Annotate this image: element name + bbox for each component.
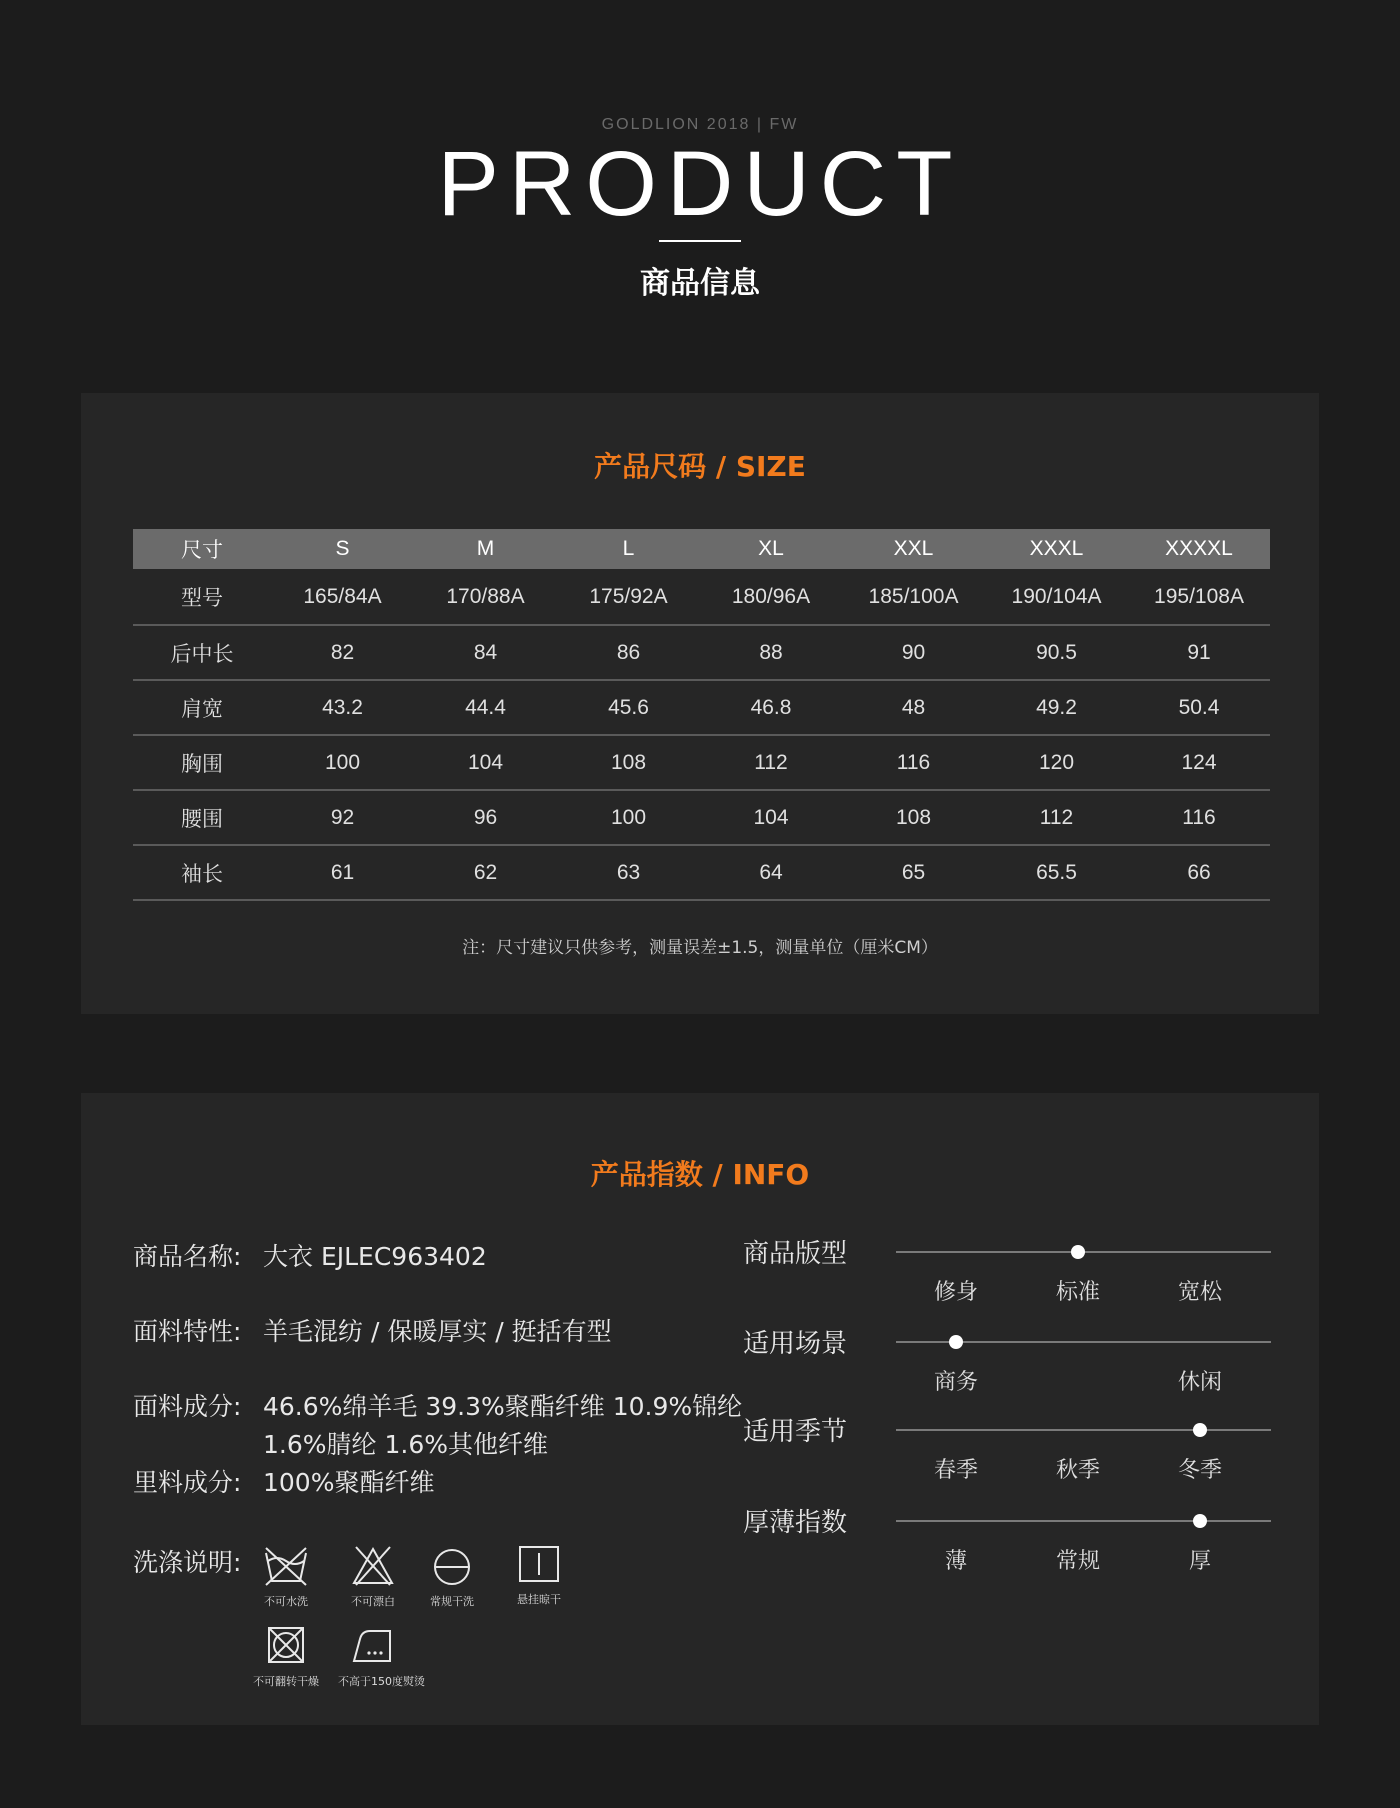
fabric-composition-value-line2: 1.6%腈纶 1.6%其他纤维 — [263, 1430, 548, 1459]
fabric-feature-row — [133, 1312, 612, 1348]
fabric-composition-label: 面料成分: — [133, 1392, 242, 1421]
column-header: M — [414, 529, 557, 569]
table-cell: 91 — [1128, 625, 1270, 680]
dry-clean-caption: 常规干洗 — [430, 1595, 474, 1608]
column-header: XXXL — [985, 529, 1128, 569]
scale-label: 适用场景 — [743, 1329, 848, 1359]
table-cell: 90.5 — [985, 625, 1128, 680]
no-tumble-dry-icon — [251, 1625, 321, 1689]
scale-label: 适用季节 — [743, 1417, 848, 1447]
table-cell: 104 — [700, 790, 842, 845]
table-cell: 120 — [985, 735, 1128, 790]
size-table — [133, 529, 1270, 901]
table-cell: 108 — [842, 790, 985, 845]
table-row — [133, 625, 1270, 680]
table-cell: 65.5 — [985, 845, 1128, 900]
scale-track — [896, 1341, 1271, 1343]
fabric-feature-value: 羊毛混纺 / 保暖厚实 / 挺括有型 — [263, 1317, 612, 1346]
row-label: 腰围 — [133, 790, 271, 845]
table-cell: 82 — [271, 625, 414, 680]
table-cell: 100 — [557, 790, 700, 845]
table-row — [133, 845, 1270, 900]
size-table-header — [133, 529, 1270, 569]
scale-option: 厚 — [1188, 1549, 1211, 1574]
lining-composition-row — [133, 1463, 434, 1499]
fabric-composition-row — [133, 1387, 743, 1459]
table-cell: 86 — [557, 625, 700, 680]
size-panel — [81, 393, 1319, 1014]
hang-dry-caption: 悬挂晾干 — [517, 1593, 561, 1606]
table-cell: 44.4 — [414, 680, 557, 735]
product-info-heading: 商品信息 — [640, 266, 760, 301]
no-bleach-caption: 不可漂白 — [351, 1595, 395, 1608]
row-label: 后中长 — [133, 625, 271, 680]
info-section-title: 产品指数 / INFO — [590, 1158, 810, 1191]
wash-instructions-label: 洗涤说明: — [133, 1548, 242, 1577]
table-cell: 112 — [985, 790, 1128, 845]
table-cell: 104 — [414, 735, 557, 790]
table-cell: 92 — [271, 790, 414, 845]
table-cell: 88 — [700, 625, 842, 680]
wash-instructions-row — [133, 1543, 263, 1579]
table-cell: 46.8 — [700, 680, 842, 735]
table-cell: 50.4 — [1128, 680, 1270, 735]
table-cell: 84 — [414, 625, 557, 680]
scale-marker — [949, 1335, 963, 1349]
scale-option: 商务 — [933, 1370, 978, 1395]
lining-composition-value: 100%聚酯纤维 — [263, 1468, 435, 1497]
scale-marker — [1193, 1514, 1207, 1528]
table-cell: 185/100A — [842, 569, 985, 625]
scale-option: 冬季 — [1177, 1458, 1222, 1483]
scale-option: 修身 — [933, 1280, 978, 1305]
column-header: XXXXL — [1128, 529, 1270, 569]
table-cell: 190/104A — [985, 569, 1128, 625]
brand-line: GOLDLION 2018 | FW — [601, 116, 799, 133]
table-cell: 116 — [1128, 790, 1270, 845]
table-cell: 124 — [1128, 735, 1270, 790]
no-tumble-dry-caption: 不可翻转干燥 — [253, 1675, 319, 1688]
iron-150-caption: 不高于150度熨烫 — [338, 1675, 425, 1688]
scale-option: 休闲 — [1177, 1370, 1222, 1395]
table-cell: 108 — [557, 735, 700, 790]
column-header: L — [557, 529, 700, 569]
table-cell: 165/84A — [271, 569, 414, 625]
table-cell: 45.6 — [557, 680, 700, 735]
row-label: 肩宽 — [133, 680, 271, 735]
row-label: 型号 — [133, 569, 271, 625]
table-cell: 65 — [842, 845, 985, 900]
page-header — [0, 0, 1400, 330]
scale-track — [896, 1251, 1271, 1253]
scale-label: 厚薄指数 — [743, 1508, 848, 1538]
no-bleach-icon — [338, 1545, 408, 1609]
row-label: 胸围 — [133, 735, 271, 790]
column-header: XL — [700, 529, 842, 569]
product-name-value: 大衣 EJLEC963402 — [263, 1242, 487, 1271]
scale-option: 秋季 — [1055, 1458, 1100, 1483]
table-cell: 66 — [1128, 845, 1270, 900]
scale-option: 标准 — [1055, 1280, 1100, 1305]
column-header: S — [271, 529, 414, 569]
scale-option: 宽松 — [1177, 1280, 1222, 1305]
size-note: 注：尺寸建议只供参考，测量误差±1.5，测量单位（厘米CM） — [462, 938, 938, 958]
scale-marker — [1193, 1423, 1207, 1437]
no-wash-caption: 不可水洗 — [264, 1595, 308, 1608]
table-cell: 43.2 — [271, 680, 414, 735]
table-cell: 90 — [842, 625, 985, 680]
scale-label: 商品版型 — [743, 1239, 848, 1269]
scale-option: 薄 — [944, 1549, 967, 1574]
product-name-label: 商品名称: — [133, 1242, 242, 1271]
table-cell: 64 — [700, 845, 842, 900]
column-header: XXL — [842, 529, 985, 569]
scale-option: 春季 — [933, 1458, 978, 1483]
product-name-row — [133, 1237, 487, 1273]
size-section-title: 产品尺码 / SIZE — [594, 450, 806, 483]
table-cell: 175/92A — [557, 569, 700, 625]
table-row — [133, 569, 1270, 625]
table-cell: 48 — [842, 680, 985, 735]
table-cell: 116 — [842, 735, 985, 790]
row-label: 袖长 — [133, 845, 271, 900]
scale-track — [896, 1429, 1271, 1431]
table-cell: 170/88A — [414, 569, 557, 625]
table-cell: 49.2 — [985, 680, 1128, 735]
scale-marker — [1071, 1245, 1085, 1259]
table-cell: 61 — [271, 845, 414, 900]
table-cell: 96 — [414, 790, 557, 845]
product-title: PRODUCT — [437, 133, 963, 235]
iron-150-icon — [338, 1625, 425, 1689]
table-row — [133, 790, 1270, 845]
hang-dry-icon — [504, 1543, 574, 1607]
table-cell: 180/96A — [700, 569, 842, 625]
fabric-feature-label: 面料特性: — [133, 1317, 242, 1346]
no-wash-icon — [251, 1545, 321, 1609]
table-cell: 62 — [414, 845, 557, 900]
info-panel — [81, 1093, 1319, 1725]
table-row — [133, 680, 1270, 735]
scale-option: 常规 — [1055, 1549, 1100, 1574]
dry-clean-icon — [417, 1545, 487, 1609]
table-cell: 195/108A — [1128, 569, 1270, 625]
scale-track — [896, 1520, 1271, 1522]
table-row — [133, 735, 1270, 790]
table-cell: 100 — [271, 735, 414, 790]
title-divider — [659, 240, 741, 242]
table-cell: 63 — [557, 845, 700, 900]
table-cell: 112 — [700, 735, 842, 790]
fabric-composition-value: 46.6%绵羊毛 39.3%聚酯纤维 10.9%锦纶 — [263, 1392, 743, 1421]
lining-composition-label: 里料成分: — [133, 1468, 242, 1497]
column-header: 尺寸 — [133, 529, 271, 569]
